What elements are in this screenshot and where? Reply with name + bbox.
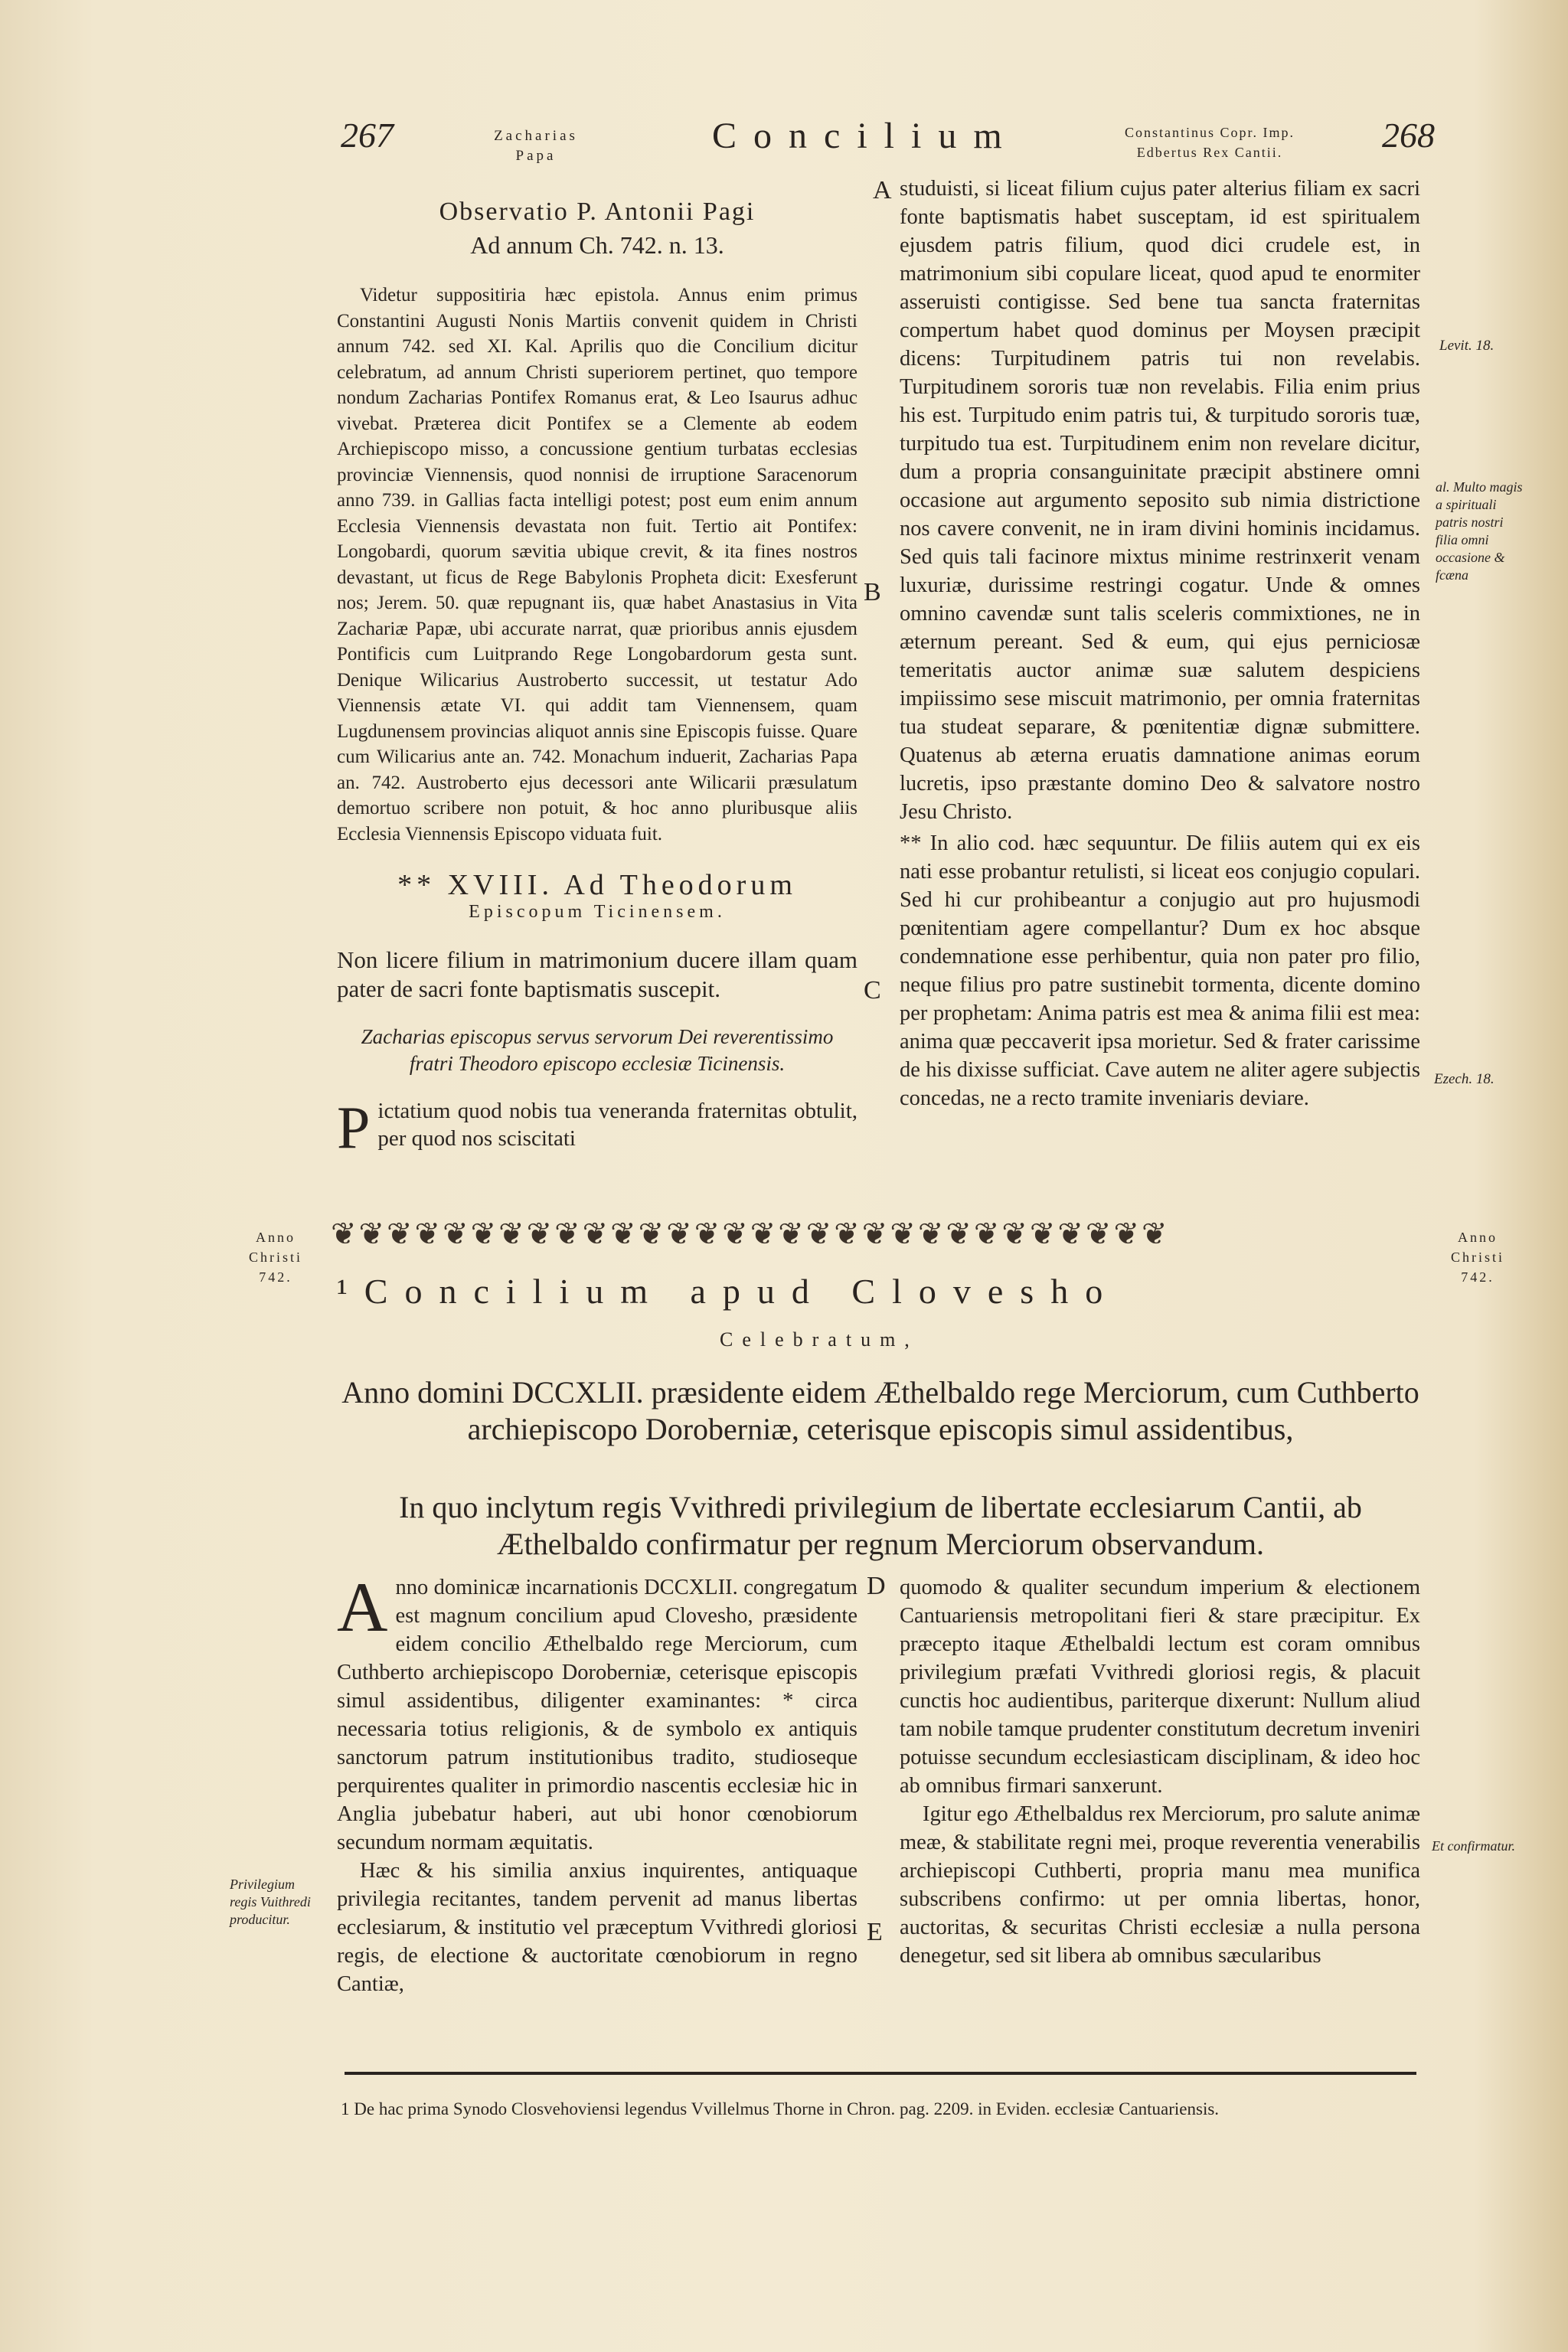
running-head-right-line1: Constantinus Copr. Imp.	[1124, 125, 1295, 140]
note-et-confirmatur: Et confirmatur.	[1432, 1838, 1516, 1854]
letter-heading-sub: Episcopum Ticinensem.	[469, 902, 726, 922]
ornament-band: ❦❦❦❦❦❦❦❦❦❦❦❦❦❦❦❦❦❦❦❦❦❦❦❦❦❦❦❦❦❦	[331, 1217, 1170, 1251]
note-levit: Levit. 18.	[1439, 338, 1494, 354]
right-text-main: studuisti, si liceat filium cujus pater alterius filiam ex sacri fonte baptismatis habet susceptam, id est spiritualem ejusdem patris filium, quod dici crudele est, in matrimonium sibi copulare liceat, quod apud te enormiter asseruisti contigisse. Sed bene tua sancta fraternitas compertum habet quod dominus per Moysen præcipit dicens: Turpitudinem patris tui non revelabis. Turpitudinem sororis tuæ non revelabis. Filia enim prius his est. Turpitudo enim patris tui, & turpitudo sororis tuæ, turpitudo tua est. Turpitudinem enim non revelare dicitur, dum a propria consanguinitate præcipit abstinere omni occasione aut argumento seposito sub nimia districtione nos cavere convenit, ne in iram divini hominis incidamus. Sed quis tali facinore mixtus minime restrinxerit venam luxuriæ, durissime restringi cogatur. Unde & omnes omnino cavendæ sunt talis sceleris commixtiones, ne in æternum pereant. Sed & eum, qui ejus perniciosæ temeritatis auctor animæ suæ salutem despiciens impiissimo sese miscuit matrimonio, per omnia fraternitas tua studeat separare, & pœnitentiæ dignæ submittere. Quatenus ab æterna eruatis damnatione animas eorum lucretis, ipso præstante domino Deo & salvatore nostro Jesu Christo.	[900, 177, 1420, 824]
dropcap-a: A	[337, 1568, 388, 1646]
page-number-right: 268	[1382, 116, 1435, 155]
council-left-para1	[337, 1568, 858, 1857]
council-left-text2: Hæc & his similia anxius inquirentes, antiquaque privilegia recitantes, tandem pervenit ad manus libertas ecclesiarum, & institutio vel præceptum Vvithredi gloriosi regis, de electione & auctoritate cœnobiorum in regno Cantiæ,	[337, 1859, 858, 1996]
letter-opening	[337, 1094, 858, 1161]
dropcap-p: P	[337, 1094, 371, 1161]
note-al-multo: al. Multo magis a spirituali patris nostri filia omni occasione & fcæna	[1436, 479, 1523, 583]
left-column	[337, 195, 858, 1161]
council-title: ¹Concilium apud Clovesho	[337, 1272, 1120, 1311]
council-right-text1: quomodo & qualiter secundum imperium & electionem Cantuariensis metropolitani fieri & stare præcipitur. Ex præcepto itaque Æthelbaldi lectum est coram omnibus privilegium præfati Vvithredi gloriosi regis, & placuit cunctis hoc audientibus, pariterque dixerunt: Nullum aliud tam nobile tamque prudenter constitutum decretum inveniri potuisse secundum ecclesiasticam disciplinam, & ideo hoc ab omnibus firmari sanxerunt.	[900, 1576, 1420, 1798]
running-head-left-line2: Papa	[515, 148, 557, 164]
letter-summary: Non licere filium in matrimonium ducere illam quam pater de sacri fonte baptismatis suscepit.	[337, 946, 858, 1002]
running-head-left	[459, 126, 612, 166]
letter-opening-text: ictatium quod nobis tua veneranda fraternitas obtulit, per quod nos sciscitati	[377, 1099, 858, 1151]
observatio-subtitle: Ad annum Ch. 742. n. 13.	[470, 231, 724, 259]
right-column	[900, 175, 1420, 1112]
council-subtitle-1: Anno domini DCCXLII. præsidente eidem Æthelbaldo rege Merciorum, cum Cuthberto archiepiscopo Doroberniæ, ceterisque episcopis simul assidentibus,	[341, 1375, 1419, 1446]
running-head-left-line1: Zacharias	[494, 128, 578, 144]
running-title: Concilium	[712, 116, 1019, 156]
footnote: 1 De hac prima Synodo Closvehoviensi legendus Vvillelmus Thorne in Chron. pag. 2209. in Eviden. ecclesiæ Cantuariensis.	[341, 2099, 1220, 2118]
council-subtitle-2: In quo inclytum regis Vvithredi privilegium de libertate ecclesiarum Cantii, ab Æthelbaldo confirmatur per regnum Merciorum observandum.	[399, 1490, 1362, 1561]
right-text-alt: ** In alio cod. hæc sequuntur. De filiis autem qui ex eis nati esse probantur retulisti, si liceat eos conjugio copulari. Sed hi cur prohibeantur a conjugio aut pro hujusmodi pœnitentiam agere compellantur? Dum ex hoc absque condemnatione esse perhibentur, quia non pater pro filio, neque filius pro patre sustinebit tormenta, dicente domino per prophetam: Anima patris est mea & anima filii est mea: anima quæ peccaverit ipsa morietur. Sed & frater carissime de his dixisse sufficiat. Cave autem ne aliter agere subjectis concedas, ne a recto tramite inveniaris deviare.	[900, 831, 1420, 1110]
marker-e: E	[867, 1918, 883, 1946]
council-left-text1: nno dominicæ incarnationis DCCXLII. congregatum est magnum concilium apud Clovesho, præsidente eidem concilio Æthelbaldo rege Merciorum, cum Cuthberto archiepiscopo Doroberniæ, ceterisque episcopis simul assidentibus, diligenter examinantes: * circa necessaria totius religionis, & de symbolo ex antiquis sanctorum patrum institutionibus tradito, studioseque perquirentes qualiter in primordio nascentis ecclesiæ hic in Anglia jubebatur haberi, aut ubi honor cœnobiorum secundum normam æquitatis.	[337, 1576, 858, 1854]
council-right-text2: Igitur ego Æthelbaldus rex Merciorum, pro salute animæ meæ, & stabilitate regni mei, proque reverentia venerabilis archiepiscopi Cuthberti, propria manu mea munifica subscribens confirmo: ut per omnia libertas, honor, auctoritas, & securitas Christi ecclesiæ a nulla persona denegetur, sed sit libera ab omnibus sæcularibus	[900, 1802, 1420, 1968]
running-head-right-line2: Edbertus Rex Cantii.	[1136, 145, 1283, 160]
marker-c: C	[864, 976, 881, 1004]
observatio-text: Videtur suppositiria hæc epistola. Annus enim primus Constantini Augusti Nonis Martiis convenit quidem in Christi annum 742. sed XI. Kal. Aprilis quo die Concilium dicitur celebratum, ad annum Christi superiorem pertinet, quo tempore nondum Zacharias Pontifex Romanus erat, & Leo Isaurus adhuc vivebat. Præterea dicit Pontifex se a Clemente ab eodem Archiepiscopo misso, a concussione gentium turbatas ecclesias provinciæ Viennensis, quod nonnisi de irruptione Saracenorum anno 739. in Gallias facta intelligi potest; post eum enim annum Ecclesia Viennensis devastata non fuit. Tertio ait Pontifex: Longobardi, quorum sævitia ubique crevit, & ita fines nostros devastant, ut ficus de Rege Babylonis Propheta dicit: Exesferunt nos; Jerem. 50. quæ repugnant iis, quæ habet Anastasius in Vita Zachariæ Papæ, ubi accurate narrat, quæ prioribus annis ejusdem Pontificis cum Luitprando Rege Longobardorum gesta sunt. Denique Wilicarius Austroberto successit, ut testatur Ado Viennensis ætate VI. qui addit tam Viennensem, quam Lugdunensem provincias aliquot annis sine Episcopis fuisse. Quare cum Wilicarius ante an. 742. Monachum induerit, Zacharias Papa an. 742. Austroberto ejus decessori ante Wilicarii præsulatum demortuo scribere non potuit, & hoc anno pluribusque aliis Ecclesia Viennensis Episcopo viduata fuit.	[337, 285, 858, 844]
page-number-left: 267	[341, 116, 394, 155]
footnote-rule	[345, 2072, 1416, 2075]
anno-christi-right: Anno Christi 742.	[1450, 1230, 1504, 1285]
council-right-column	[900, 1573, 1420, 1970]
note-ezech: Ezech. 18.	[1434, 1071, 1494, 1087]
note-privilegium: Privilegium regis Vuithredi producitur.	[230, 1877, 311, 1927]
council-left-column	[337, 1568, 858, 1998]
marker-a: A	[873, 176, 892, 204]
running-head-right	[1087, 122, 1332, 162]
marker-b: B	[864, 578, 881, 606]
observatio-title: Observatio P. Antonii Pagi	[439, 198, 756, 226]
council-celebratum: Celebratum,	[720, 1328, 919, 1351]
marker-d: D	[867, 1572, 886, 1600]
anno-christi-left: Anno Christi 742.	[248, 1230, 302, 1285]
letter-address: Zacharias episcopus servus servorum Dei reverentissimo fratri Theodoro episcopo ecclesiæ Ticinensis.	[361, 1025, 834, 1075]
letter-heading: ** XVIII. Ad Theodorum	[397, 869, 797, 901]
